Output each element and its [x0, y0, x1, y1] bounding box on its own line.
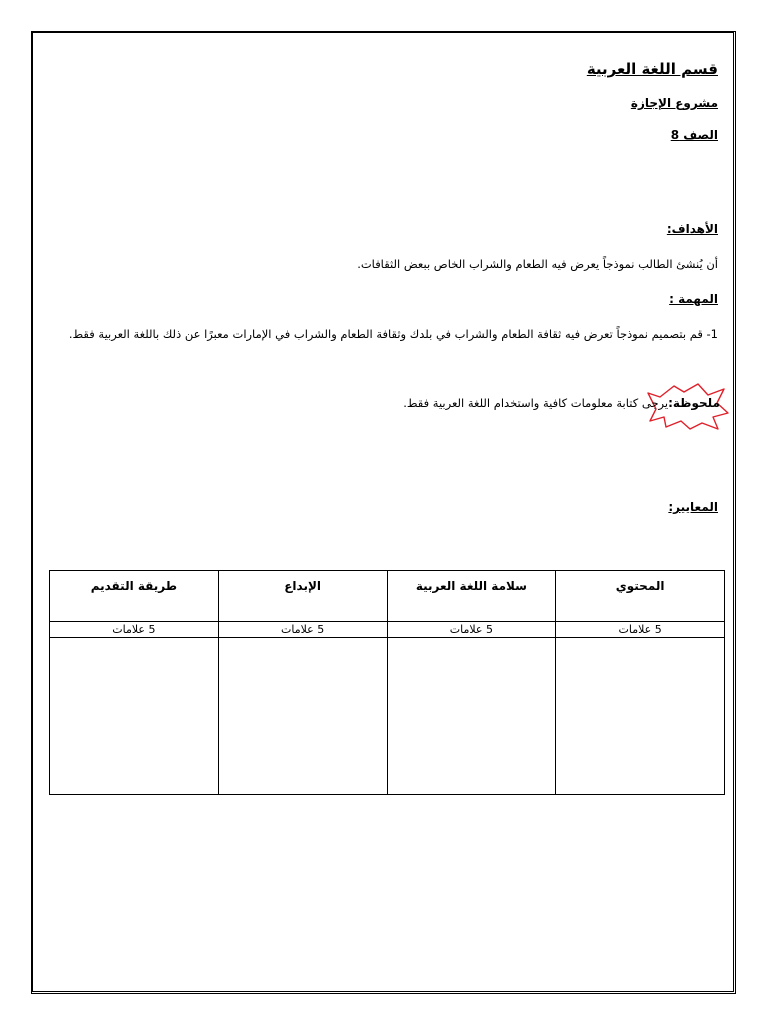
- task-text: 1- قم بتصميم نموذجاً تعرض فيه ثقافة الطعام والشراب في بلدك وثقافة الطعام والشراب في الإمارات معبرًا عن ذلك باللغة العربية فقط.: [68, 327, 718, 341]
- criteria-header-cell: طريقة التقديم: [50, 571, 219, 622]
- grade-label: الصف 8: [670, 128, 718, 142]
- note-text: يرجى كتابة معلومات كافية واستخدام اللغة العربية فقط.: [403, 396, 669, 410]
- criteria-blank-cell[interactable]: [387, 638, 556, 795]
- criteria-header-row: [50, 571, 725, 622]
- criteria-header-cell: المحتوي: [556, 571, 725, 622]
- task-heading: المهمة :: [669, 292, 718, 306]
- objectives-text: أن يُنشئ الطالب نموذجاً يعرض فيه الطعام والشراب الخاص ببعض الثقافات.: [357, 257, 718, 271]
- page-border: [31, 31, 736, 994]
- criteria-marks-cell: 5 علامات: [387, 622, 556, 638]
- criteria-header-cell: الإبداع: [218, 571, 387, 622]
- note-block: [210, 383, 730, 431]
- objectives-heading: الأهداف:: [666, 222, 718, 236]
- note-line: [403, 396, 720, 410]
- criteria-blank-row: [50, 638, 725, 795]
- criteria-header-cell: سلامة اللغة العربية: [387, 571, 556, 622]
- criteria-marks-row: [50, 622, 725, 638]
- note-label: ملحوظة:: [668, 396, 720, 410]
- criteria-blank-cell[interactable]: [556, 638, 725, 795]
- criteria-marks-cell: 5 علامات: [556, 622, 725, 638]
- criteria-marks-cell: 5 علامات: [218, 622, 387, 638]
- criteria-marks-cell: 5 علامات: [50, 622, 219, 638]
- department-title: قسم اللغة العربية: [586, 60, 718, 78]
- criteria-blank-cell[interactable]: [50, 638, 219, 795]
- project-title: مشروع الإجازة: [630, 96, 718, 110]
- criteria-heading: المعايير:: [668, 500, 718, 514]
- criteria-blank-cell[interactable]: [218, 638, 387, 795]
- criteria-table: [49, 570, 725, 795]
